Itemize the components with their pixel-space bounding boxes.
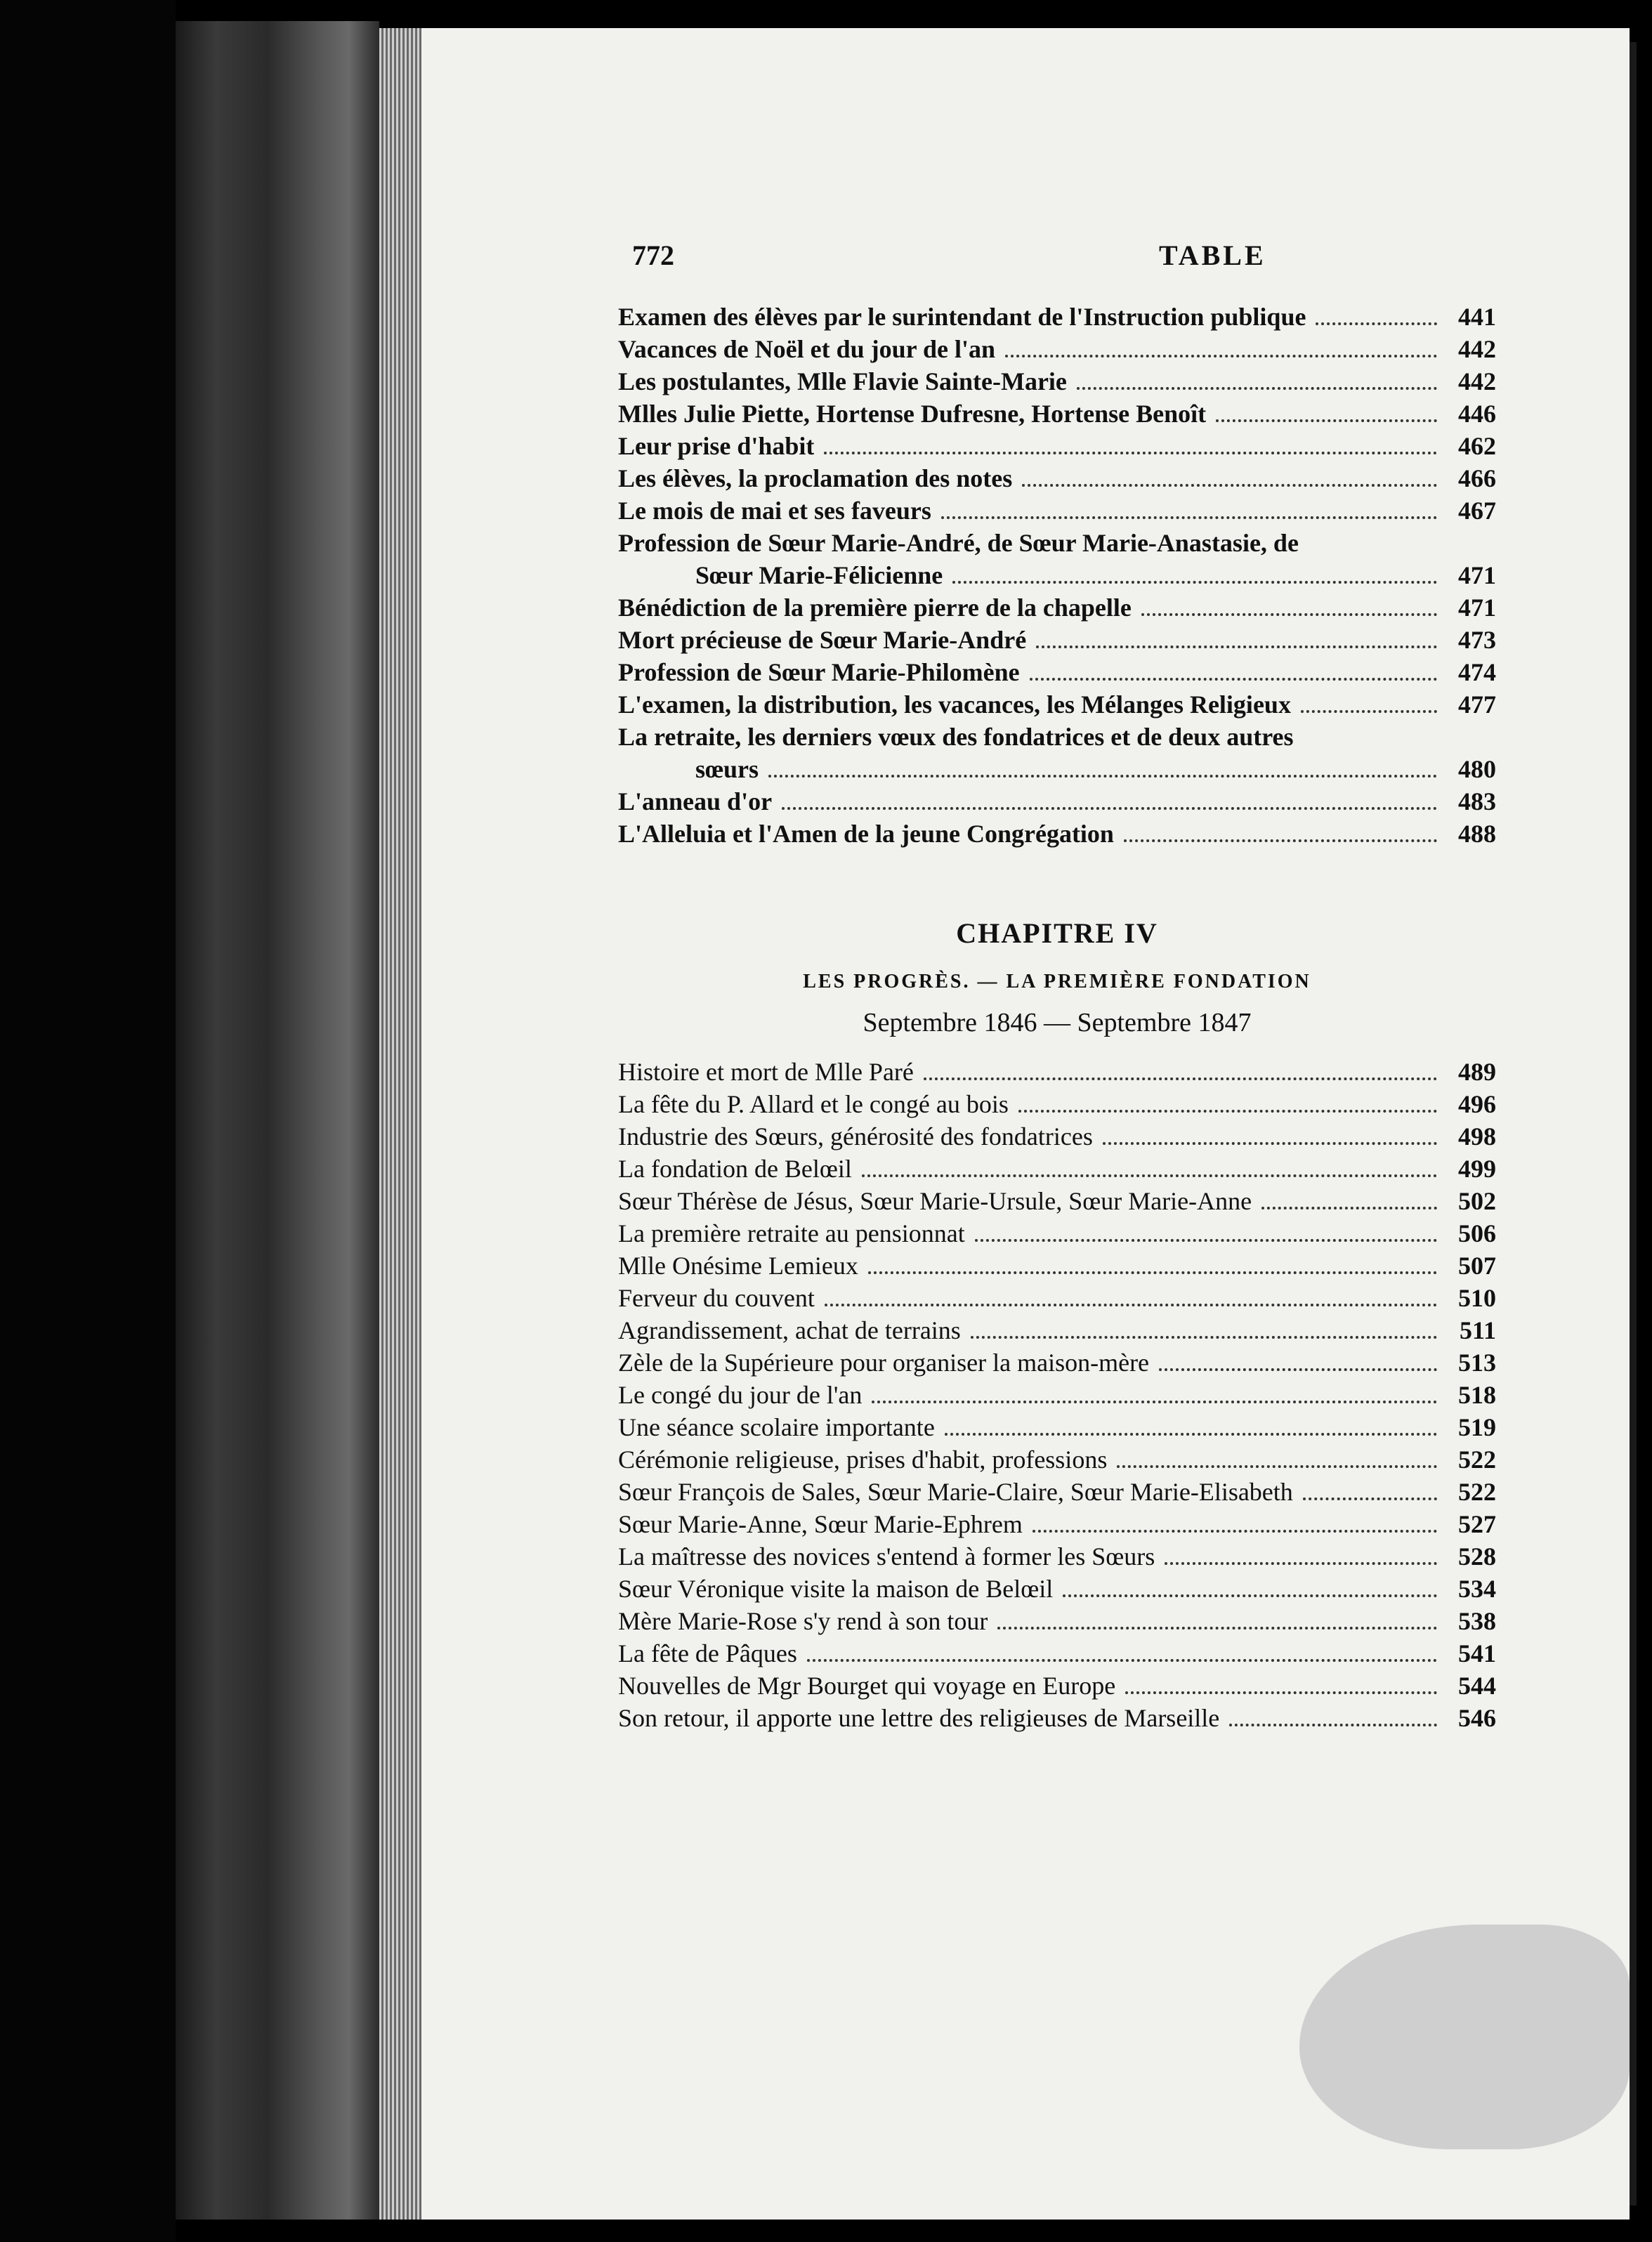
toc-entry: L'Alleluia et l'Amen de la jeune Congrégation 488 [618,820,1496,848]
toc-entry: Sœur Thérèse de Jésus, Sœur Marie-Ursule, Sœur Marie-Anne 502 [618,1187,1496,1215]
toc-entry: Sœur Marie-Anne, Sœur Marie-Ephrem 527 [618,1510,1496,1538]
page-number: 772 [632,240,674,271]
chapter-dates: Septembre 1846 — Septembre 1847 [863,1008,1252,1037]
toc-entry: Mère Marie-Rose s'y rend à son tour 538 [618,1607,1496,1635]
toc-entry: L'examen, la distribution, les vacances, les Mélanges Religieux 477 [618,690,1496,719]
toc-entry: La fondation de Belœil 499 [618,1155,1496,1183]
toc-entry-continued: sœurs 480 [695,755,1496,783]
toc-entry: Mlles Julie Piette, Hortense Dufresne, Hortense Benoît 446 [618,400,1496,428]
toc-entry: La première retraite au pensionnat 506 [618,1219,1496,1247]
toc-entry: Sœur Véronique visite la maison de Belœil 534 [618,1575,1496,1603]
right-page-edge [1630,42,1637,2205]
toc-entry: Le mois de mai et ses faveurs 467 [618,497,1496,525]
toc-entry: Leur prise d'habit 462 [618,432,1496,460]
toc-entry: Cérémonie religieuse, prises d'habit, professions 522 [618,1446,1496,1474]
toc-entry: Nouvelles de Mgr Bourget qui voyage en Europe 544 [618,1672,1496,1700]
chapter-subtitle: LES PROGRÈS. — LA PREMIÈRE FONDATION [803,971,1311,992]
toc-entry: Profession de Sœur Marie-Philomène 474 [618,658,1496,686]
chapter-title: CHAPITRE IV [956,917,1158,949]
book-spine [176,21,379,2220]
toc-entry: L'anneau d'or 483 [618,787,1496,815]
toc-entry: Sœur François de Sales, Sœur Marie-Claire, Sœur Marie-Elisabeth 522 [618,1478,1496,1506]
toc-entry: Son retour, il apporte une lettre des religieuses de Marseille 546 [618,1704,1496,1732]
toc-entry: Vacances de Noël et du jour de l'an 442 [618,335,1496,363]
toc-entry: Agrandissement, achat de terrains 511 [618,1316,1496,1344]
scan-background [0,0,176,2242]
toc-entry: Mort précieuse de Sœur Marie-André 473 [618,626,1496,654]
toc-entry: Profession de Sœur Marie-André, de Sœur Marie-Anastasie, de [618,529,1299,557]
chapter-heading [618,917,1496,1038]
toc-entry: Une séance scolaire importante 519 [618,1413,1496,1441]
page-stain [1299,1925,1630,2149]
toc-list-previous-chapter [618,302,1496,851]
page-header [632,239,1615,281]
running-title: TABLE [1159,240,1266,271]
toc-entry: Ferveur du couvent 510 [618,1284,1496,1312]
toc-entry: La maîtresse des novices s'entend à former les Sœurs 528 [618,1542,1496,1571]
toc-entry: Les élèves, la proclamation des notes 466 [618,464,1496,492]
toc-entry: La retraite, les derniers vœux des fondatrices et de deux autres [618,723,1294,751]
toc-list-chapter-iv [618,1057,1496,1736]
toc-entry: La fête de Pâques 541 [618,1639,1496,1667]
book-page [421,28,1630,2220]
toc-entry: Histoire et mort de Mlle Paré 489 [618,1058,1496,1086]
toc-entry: Examen des élèves par le surintendant de l'Instruction publique 441 [618,303,1496,331]
toc-entry: Le congé du jour de l'an 518 [618,1381,1496,1409]
toc-entry: Bénédiction de la première pierre de la chapelle 471 [618,594,1496,622]
page-stack-edge [379,28,421,2220]
toc-entry: Industrie des Sœurs, générosité des fondatrices 498 [618,1122,1496,1150]
toc-entry: Les postulantes, Mlle Flavie Sainte-Marie 442 [618,367,1496,395]
toc-entry: Zèle de la Supérieure pour organiser la maison-mère 513 [618,1349,1496,1377]
toc-entry-continued: Sœur Marie-Félicienne 471 [695,561,1496,589]
toc-entry: La fête du P. Allard et le congé au bois 496 [618,1090,1496,1118]
toc-entry: Mlle Onésime Lemieux 507 [618,1252,1496,1280]
